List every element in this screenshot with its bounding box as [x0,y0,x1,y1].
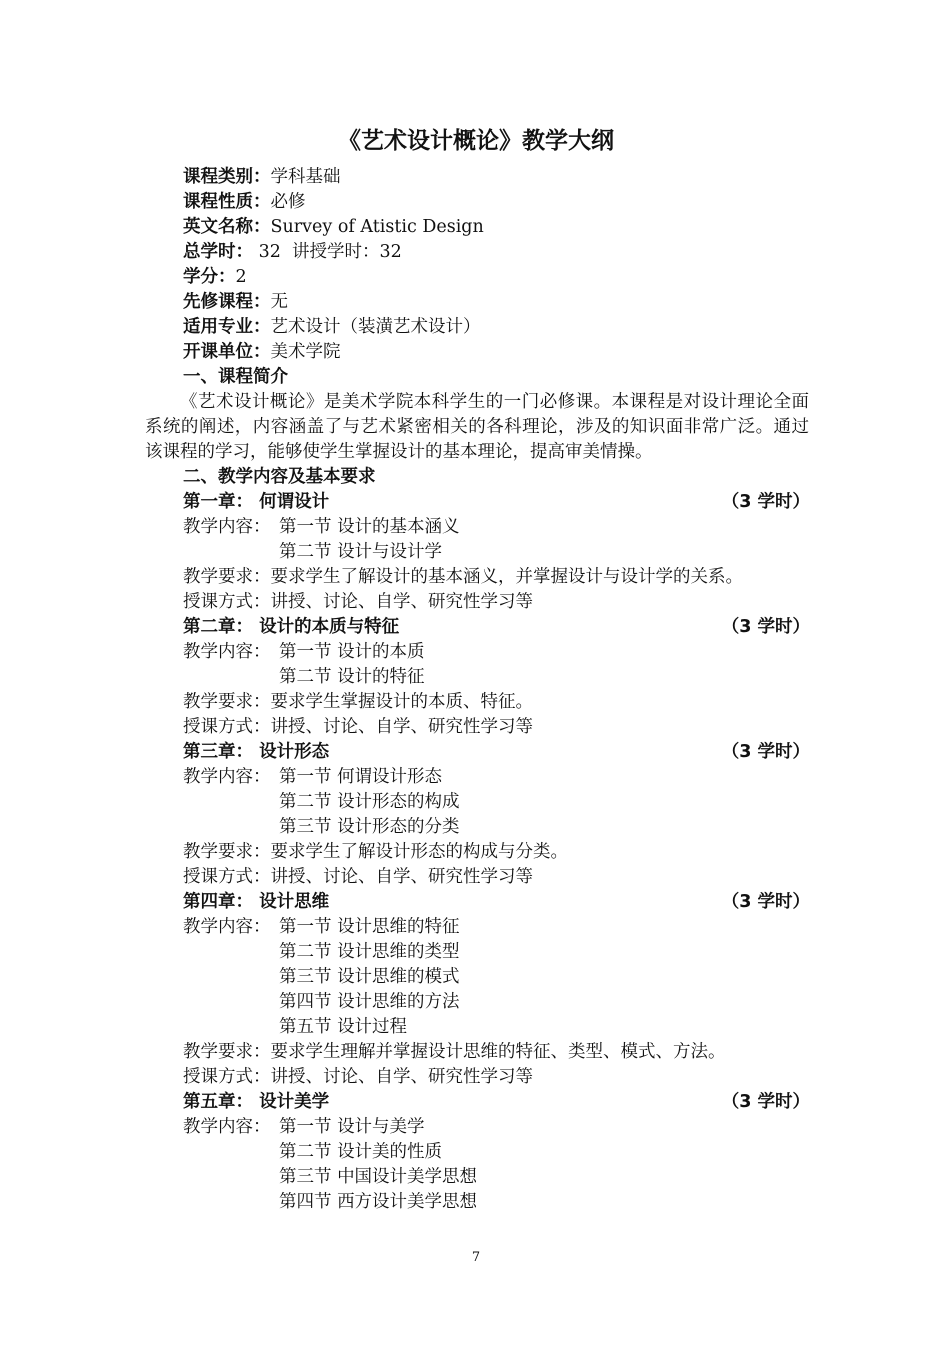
section-item: 第三节 中国设计美学思想 [279,1167,478,1187]
info-label: 英文名称： [183,217,271,237]
section-heading-intro: 一、课程简介 [183,367,288,387]
method-text: 讲授、讨论、自学、研究性学习等 [270,1067,533,1087]
requirement-line [183,690,533,715]
section-item: 第四节 西方设计美学思想 [279,1192,478,1212]
method-text: 讲授、讨论、自学、研究性学习等 [270,592,533,612]
info-label: 适用专业： [183,317,271,337]
info-value: 无 [270,292,288,312]
info-label: 开课单位： [183,342,271,362]
requirement-line [183,840,568,865]
info-label: 课程性质： [183,192,271,212]
requirement-label: 教学要求： [183,1042,271,1062]
requirement-text: 要求学生掌握设计的本质、特征。 [270,692,533,712]
method-line [183,865,533,890]
section-item: 第三节 设计思维的模式 [279,967,460,987]
requirement-text: 要求学生了解设计的基本涵义，并掌握设计与设计学的关系。 [270,567,743,587]
section-item: 第一节 设计与美学 [279,1117,425,1137]
section-item: 第五节 设计过程 [279,1017,408,1037]
intro-paragraph: 《艺术设计概论》是美术学院本科学生的一门必修课。本课程是对设计理论全面系统的阐述，内容涵盖了与艺术紧密相关的各科理论，涉及的知识面非常广泛。通过该课程的学习，能够使学生掌握设计的基本理论，提高审美情操。 [145,392,809,462]
method-line [183,1065,533,1090]
section-item: 第一节 设计的基本涵义 [279,517,460,537]
requirement-line [183,565,743,590]
section-item: 第四节 设计思维的方法 [279,992,460,1012]
page-number: 7 [471,1250,481,1265]
chapter-hours: （3 学时） [721,892,810,912]
chapter-heading [183,890,810,915]
content-label: 教学内容： [183,917,271,937]
chapter-heading [183,740,810,765]
info-value: 学科基础 [270,167,341,187]
info-line-nature [183,190,306,215]
content-label: 教学内容： [183,1117,271,1137]
requirement-label: 教学要求： [183,567,271,587]
method-label: 授课方式： [183,717,271,737]
method-line [183,715,533,740]
requirement-text: 要求学生理解并掌握设计思维的特征、类型、模式、方法。 [270,1042,726,1062]
chapter-title: 第四章： 设计思维 [183,892,330,912]
info-value: 32 讲授学时：32 [253,242,402,262]
requirement-line [183,1040,726,1065]
section-heading-content: 二、教学内容及基本要求 [183,467,376,487]
info-line-major [183,315,481,340]
section-item: 第一节 设计思维的特征 [279,917,460,937]
content-label: 教学内容： [183,517,271,537]
chapter-heading [183,615,810,640]
info-label: 总学时： [183,242,253,262]
info-line-credits [183,265,247,290]
info-value: Survey of Atistic Design [270,217,484,237]
info-line-department [183,340,341,365]
info-value: 美术学院 [270,342,341,362]
chapter-hours: （3 学时） [721,742,810,762]
section-item: 第二节 设计思维的类型 [279,942,460,962]
info-line-prerequisite [183,290,288,315]
info-label: 课程类别： [183,167,271,187]
section-item: 第三节 设计形态的分类 [279,817,460,837]
content-label: 教学内容： [183,642,271,662]
info-label: 学分： [183,267,236,287]
section-item: 第一节 何谓设计形态 [279,767,443,787]
chapter-hours: （3 学时） [721,492,810,512]
method-label: 授课方式： [183,1067,271,1087]
section-item: 第二节 设计的特征 [279,667,425,687]
chapter-title: 第一章： 何谓设计 [183,492,330,512]
chapter-title: 第五章： 设计美学 [183,1092,330,1112]
info-line-category [183,165,341,190]
info-value: 2 [235,267,247,287]
chapter-heading [183,490,810,515]
section-item: 第一节 设计的本质 [279,642,425,662]
info-value: 艺术设计（装潢艺术设计） [270,317,481,337]
chapter-hours: （3 学时） [721,617,810,637]
chapter-title: 第二章： 设计的本质与特征 [183,617,400,637]
chapter-heading [183,1090,810,1115]
requirement-label: 教学要求： [183,842,271,862]
method-label: 授课方式： [183,867,271,887]
requirement-text: 要求学生了解设计形态的构成与分类。 [270,842,568,862]
requirement-label: 教学要求： [183,692,271,712]
content-label: 教学内容： [183,767,271,787]
info-label: 先修课程： [183,292,271,312]
page-title: 《艺术设计概论》教学大纲 [338,128,614,154]
method-text: 讲授、讨论、自学、研究性学习等 [270,717,533,737]
method-line [183,590,533,615]
section-item: 第二节 设计与设计学 [279,542,443,562]
info-line-hours [183,240,402,265]
chapter-title: 第三章： 设计形态 [183,742,330,762]
section-item: 第二节 设计美的性质 [279,1142,443,1162]
chapter-hours: （3 学时） [721,1092,810,1112]
method-text: 讲授、讨论、自学、研究性学习等 [270,867,533,887]
info-value: 必修 [270,192,306,212]
section-item: 第二节 设计形态的构成 [279,792,460,812]
info-line-english-name [183,215,484,240]
method-label: 授课方式： [183,592,271,612]
